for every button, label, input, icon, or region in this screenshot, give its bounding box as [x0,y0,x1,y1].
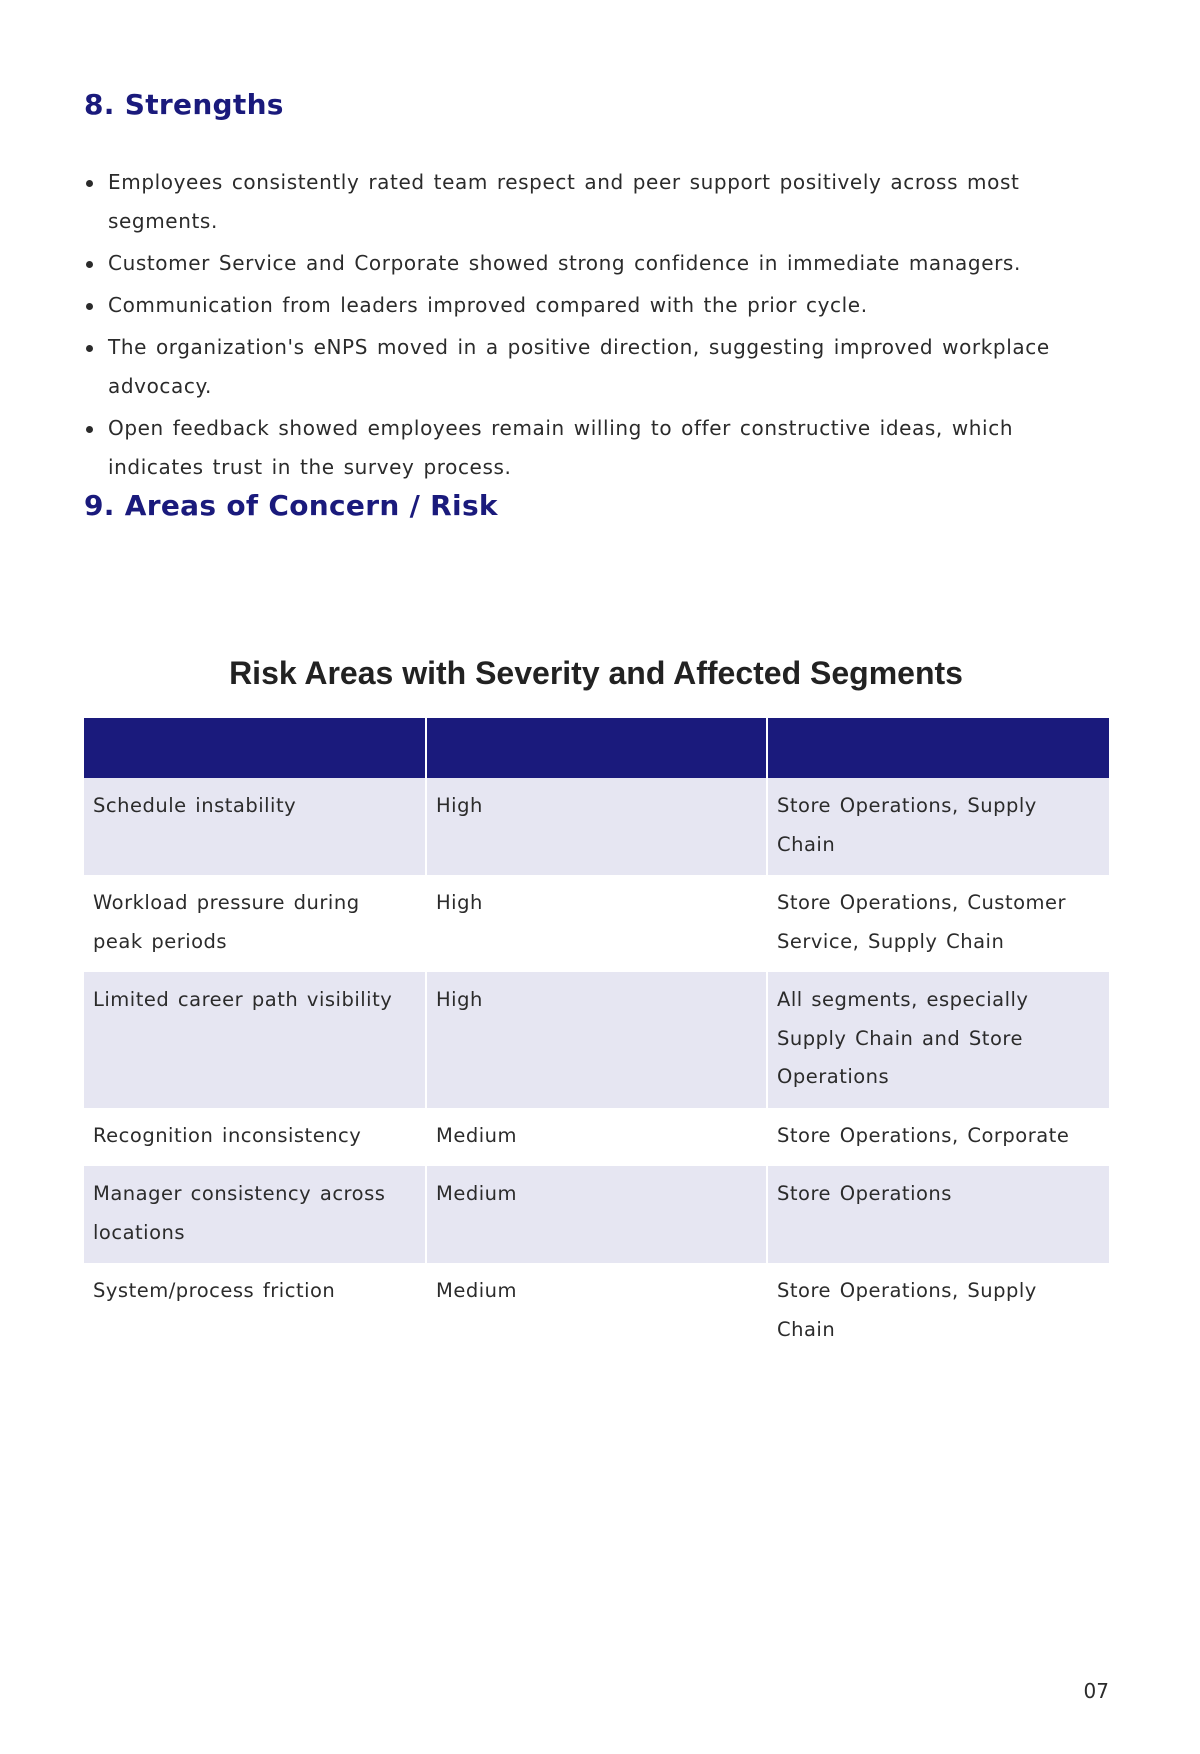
table-row [84,1108,1109,1167]
risk-area-cell: Manager consistency across locations [84,1166,426,1263]
list-item-text: Customer Service and Corporate showed strong confidence in immediate managers. [108,251,1021,275]
severity-cell: High [426,875,767,972]
table-row [84,1166,1109,1263]
risk-area-cell: Schedule instability [84,778,426,875]
bullet-icon [86,180,93,187]
risk-area-cell: Recognition inconsistency [84,1108,426,1167]
bullet-icon [86,303,93,310]
segments-cell: Store Operations, Supply Chain [767,778,1109,875]
table-row [84,972,1109,1108]
list-item-text: Open feedback showed employees remain willing to offer constructive ideas, which indicates trust in the survey process. [108,416,1014,479]
segments-cell: Store Operations, Corporate [767,1108,1109,1167]
table-header-cell [767,718,1109,778]
segments-cell: All segments, especially Supply Chain and Store Operations [767,972,1109,1108]
segments-cell: Store Operations, Customer Service, Supply Chain [767,875,1109,972]
risk-area-cell: Limited career path visibility [84,972,426,1108]
bullet-icon [86,345,93,352]
severity-cell: Medium [426,1108,767,1167]
severity-cell: Medium [426,1263,767,1360]
risk-area-cell: System/process friction [84,1263,426,1360]
risk-table [84,718,1109,1360]
table-header-cell [426,718,767,778]
list-item [84,286,1114,325]
bullet-icon [86,426,93,433]
table-title: Risk Areas with Severity and Affected Segments [229,655,963,691]
list-item [84,163,1114,241]
severity-cell: High [426,778,767,875]
table-header-cell [84,718,426,778]
table-row [84,1263,1109,1360]
strengths-heading: 8. Strengths [84,88,284,121]
strengths-list [84,163,1114,490]
list-item-text: Employees consistently rated team respect and peer support positively across most segments. [108,170,1020,233]
table-row [84,778,1109,875]
segments-cell: Store Operations, Supply Chain [767,1263,1109,1360]
table-header-row [84,718,1109,778]
segments-cell: Store Operations [767,1166,1109,1263]
list-item [84,409,1114,487]
table-row [84,875,1109,972]
list-item-text: The organization's eNPS moved in a positive direction, suggesting improved workplace advocacy. [108,335,1050,398]
page-number: 07 [1083,1679,1109,1703]
severity-cell: Medium [426,1166,767,1263]
severity-cell: High [426,972,767,1108]
bullet-icon [86,261,93,268]
list-item-text: Communication from leaders improved compared with the prior cycle. [108,293,868,317]
risk-heading: 9. Areas of Concern / Risk [84,489,498,522]
list-item [84,244,1114,283]
risk-area-cell: Workload pressure during peak periods [84,875,426,972]
list-item [84,328,1114,406]
